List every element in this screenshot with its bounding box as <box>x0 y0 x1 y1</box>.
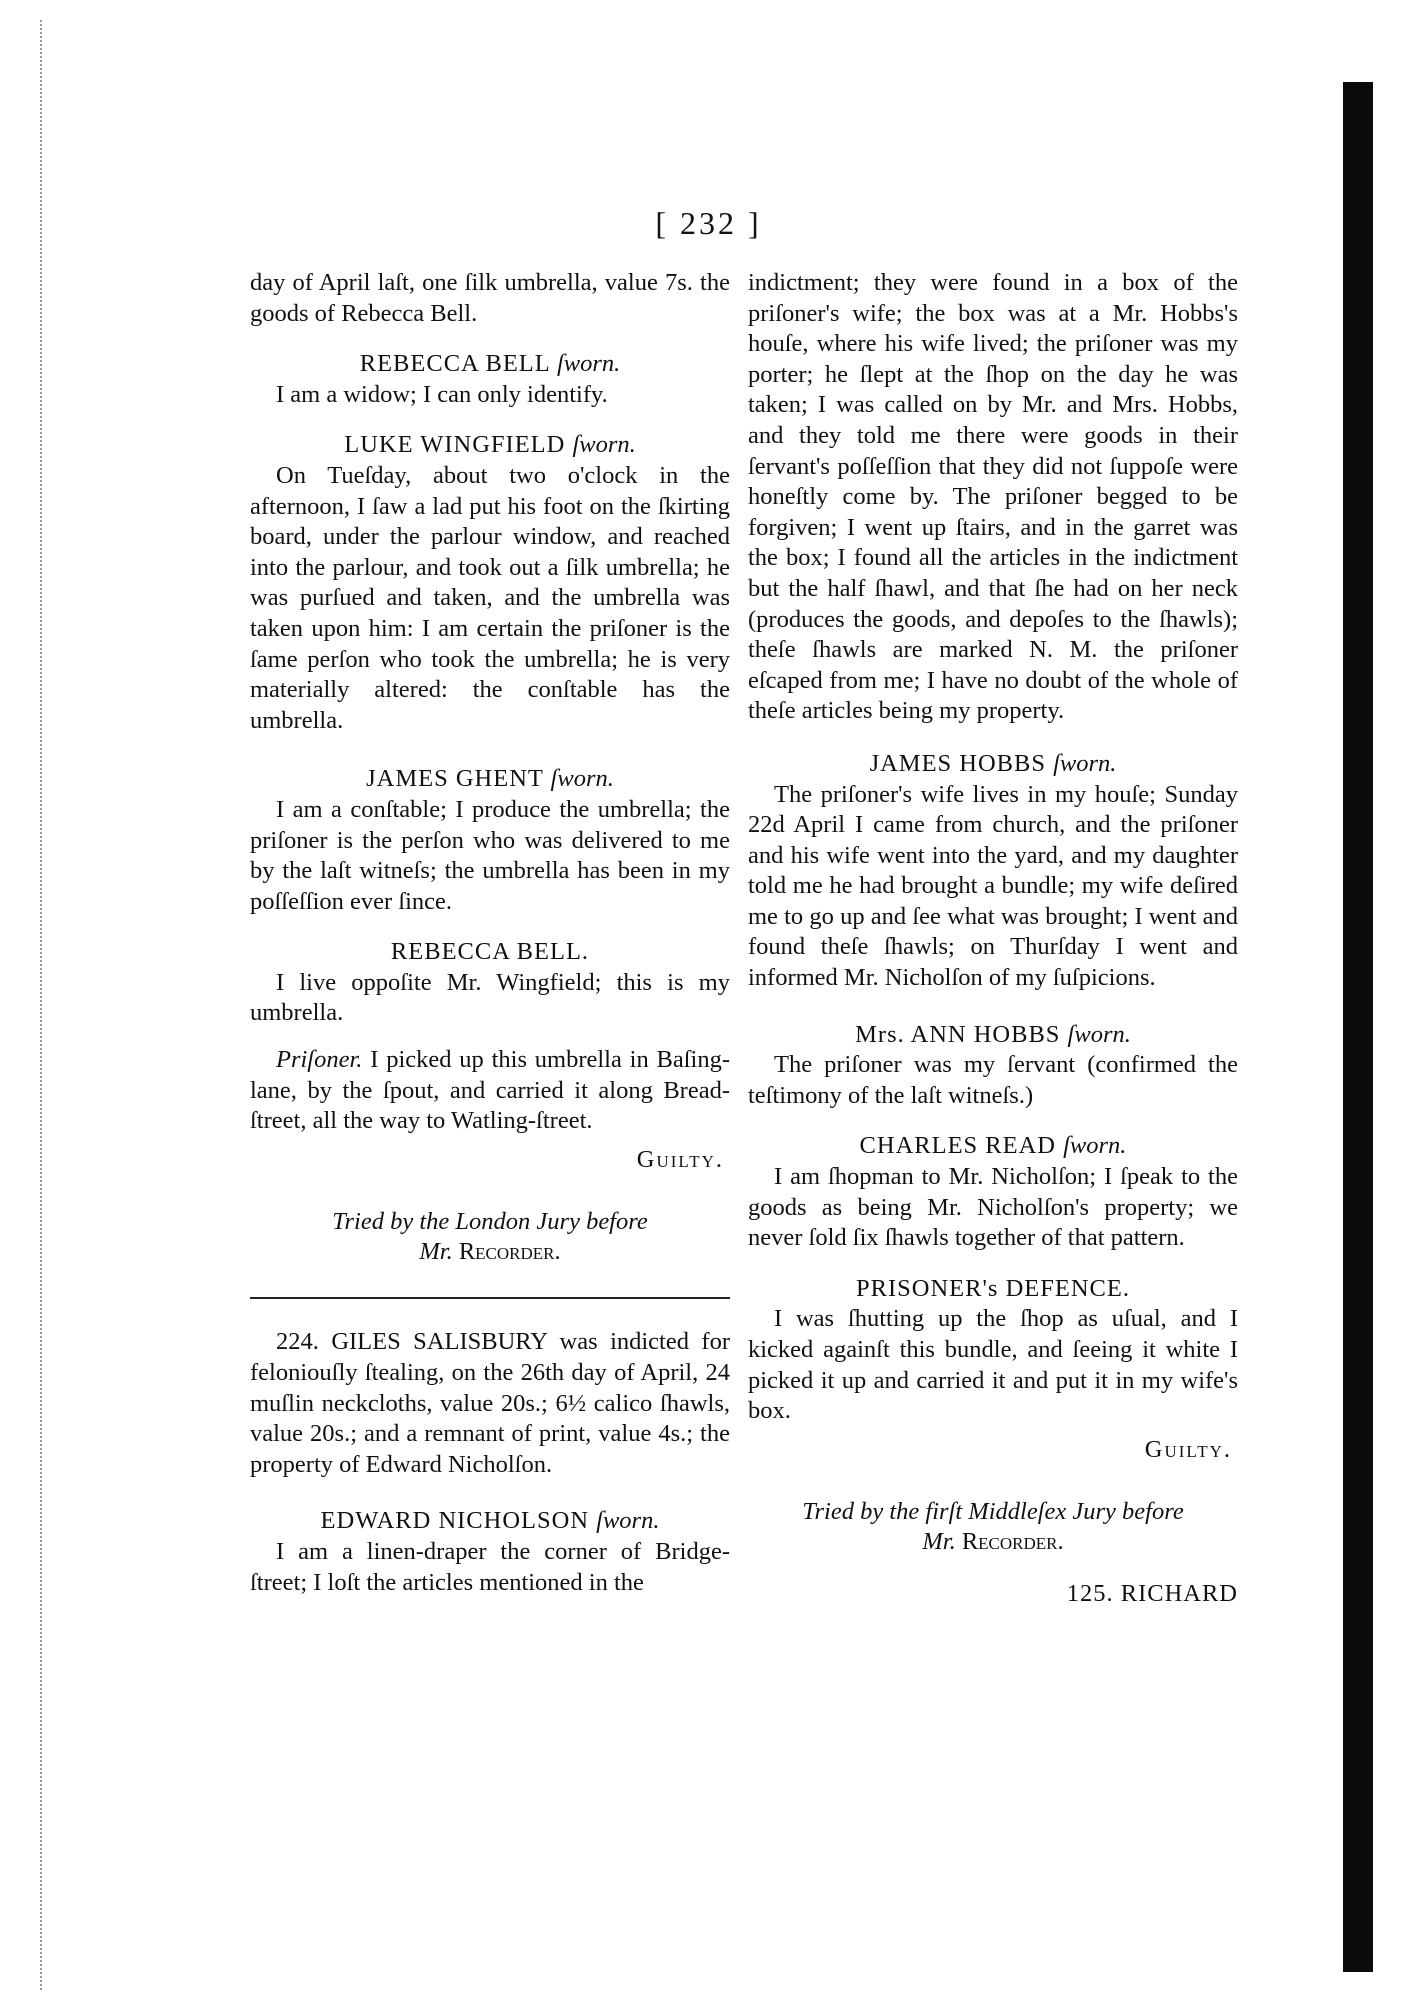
tried-recorder: Recorder. <box>458 1238 561 1266</box>
witness-heading <box>250 430 730 461</box>
witness-name: JAMES GHENT <box>366 765 544 793</box>
witness-name: JAMES HOBBS <box>869 749 1046 777</box>
witness-name: CHARLES READ <box>859 1132 1056 1160</box>
paragraph: I live oppoſite Mr. Wingfield; this is my umbrella. <box>250 968 730 1027</box>
paragraph: I am a conſtable; I produce the umbrella; the priſoner is the perſon who was delivered to me by the laſt witneſs; the umbrella has been in my poſſeſſion ever ſince. <box>250 795 730 915</box>
witness-heading <box>250 937 730 968</box>
left-column <box>250 268 730 1598</box>
witness-name: REBECCA BELL. <box>390 938 590 966</box>
page-number: [ 232 ] <box>655 205 762 241</box>
statement-text: I picked up this umbrella in Baſing-lane, by the ſpout, and carried it along Bread-ſtreet, all the way to Watling-ſtreet. <box>250 1046 730 1135</box>
tried-line: Tried by the firſt Middleſex Jury before <box>802 1498 1184 1526</box>
sworn-label: ſworn. <box>572 431 636 459</box>
indictment-text: GILES SALISBURY was indicted for feloniouſly ſtealing, on the 26th day of April, 24 muſlin neckcloths, value 20s.; 6½ calico ſhawls, value 20s.; and a remnant of print, value 4s.; the property of Edward Nicholſon. <box>250 1328 731 1478</box>
binding-edge-marks <box>40 20 62 1990</box>
sworn-label: ſworn. <box>1063 1132 1127 1160</box>
indictment-paragraph <box>250 1327 730 1480</box>
tried-recorder: Recorder. <box>961 1528 1064 1556</box>
prisoner-label: Priſoner. <box>276 1046 363 1074</box>
paragraph: I am a widow; I can only identify. <box>276 380 608 408</box>
witness-heading <box>250 349 730 380</box>
witness-name: REBECCA BELL <box>359 350 550 378</box>
paragraph: I was ſhutting up the ſhop as uſual, and I kicked againſt this bundle, and ſeeing it white I picked it up and carried it and put it in my wife's box. <box>748 1305 1238 1425</box>
witness-name: EDWARD NICHOLSON <box>320 1507 590 1535</box>
sworn-label: ſworn. <box>556 350 621 378</box>
tried-mr: Mr. <box>922 1528 956 1556</box>
scan-edge-shadow <box>1343 82 1373 1972</box>
paragraph: day of April laſt, one ſilk umbrella, value 7s. the goods of Rebecca Bell. <box>250 269 730 327</box>
sworn-label: ſworn. <box>596 1507 660 1535</box>
tried-line: Tried by the London Jury before <box>332 1208 648 1236</box>
sworn-label: ſworn. <box>1067 1020 1131 1048</box>
paragraph: indictment; they were found in a box of the priſoner's wife; the box was at a Mr. Hobbs's houſe, where his wife lived; the priſoner was my porter; he ſlept at the ſhop on the day he was taken; I was called on by Mr. and Mrs. Hobbs, and they told me there were goods in their ſervant's poſſeſſion that they did not ſuppoſe were honeſtly come by. The priſoner begged to be forgiven; I went up ſtairs, and in the garret was the box; I found all the articles in the indictment but the half ſhawl, and that ſhe had on her neck (produces the goods, and depoſes to the ſhawls); theſe ſhawls are marked N. M. the priſoner eſcaped from me; I have no doubt of the whole of theſe articles being my property. <box>748 269 1238 725</box>
witness-heading <box>748 1020 1238 1051</box>
right-column <box>748 268 1238 1610</box>
paragraph: I am a linen-draper the corner of Bridge-ſtreet; I loſt the articles mentioned in the <box>250 1538 730 1596</box>
witness-heading <box>748 1131 1238 1162</box>
paragraph: I am ſhopman to Mr. Nicholſon; I ſpeak to the goods as being Mr. Nicholſon's property; we never ſold ſix ſhawls together of that pattern. <box>748 1163 1238 1252</box>
verdict: Guilty. <box>636 1145 724 1173</box>
witness-name: LUKE WINGFIELD <box>344 431 566 459</box>
prisoner-statement <box>250 1045 730 1137</box>
tried-note <box>250 1207 730 1267</box>
witness-heading <box>748 749 1238 780</box>
case-number: 224. <box>276 1328 319 1356</box>
witness-heading <box>250 764 730 795</box>
witness-heading <box>250 1506 730 1537</box>
catchword: 125. RICHARD <box>1066 1580 1238 1608</box>
sworn-label: ſworn. <box>1053 749 1117 777</box>
paragraph: The priſoner's wife lives in my houſe; Sunday 22d April I came from church, and the priſoner and his wife went into the yard, and my daughter told me he had brought a bundle; my wife deſired me to go up and ſee what was brought; I went and found theſe ſhawls; on Thurſday I went and informed Mr. Nicholſon of my ſuſpicions. <box>748 780 1238 992</box>
paragraph: On Tueſday, about two o'clock in the afternoon, I ſaw a lad put his foot on the ſkirting board, under the parlour window, and reached into the parlour, and took out a ſilk umbrella; he was purſued and taken, and the umbrella was taken upon him: I am certain the priſoner is the ſame perſon who took the umbrella; he is very materially altered: the conſtable has the umbrella. <box>250 461 730 734</box>
paragraph: The priſoner was my ſervant (confirmed the teſtimony of the laſt witneſs.) <box>748 1051 1238 1109</box>
heading-text: PRISONER's DEFENCE. <box>856 1274 1130 1302</box>
witness-name: Mrs. ANN HOBBS <box>855 1020 1061 1048</box>
verdict: Guilty. <box>1144 1435 1232 1463</box>
sworn-label: ſworn. <box>550 765 614 793</box>
tried-mr: Mr. <box>419 1238 453 1266</box>
tried-note <box>748 1497 1238 1557</box>
section-divider <box>250 1297 730 1299</box>
defence-heading <box>748 1274 1238 1305</box>
